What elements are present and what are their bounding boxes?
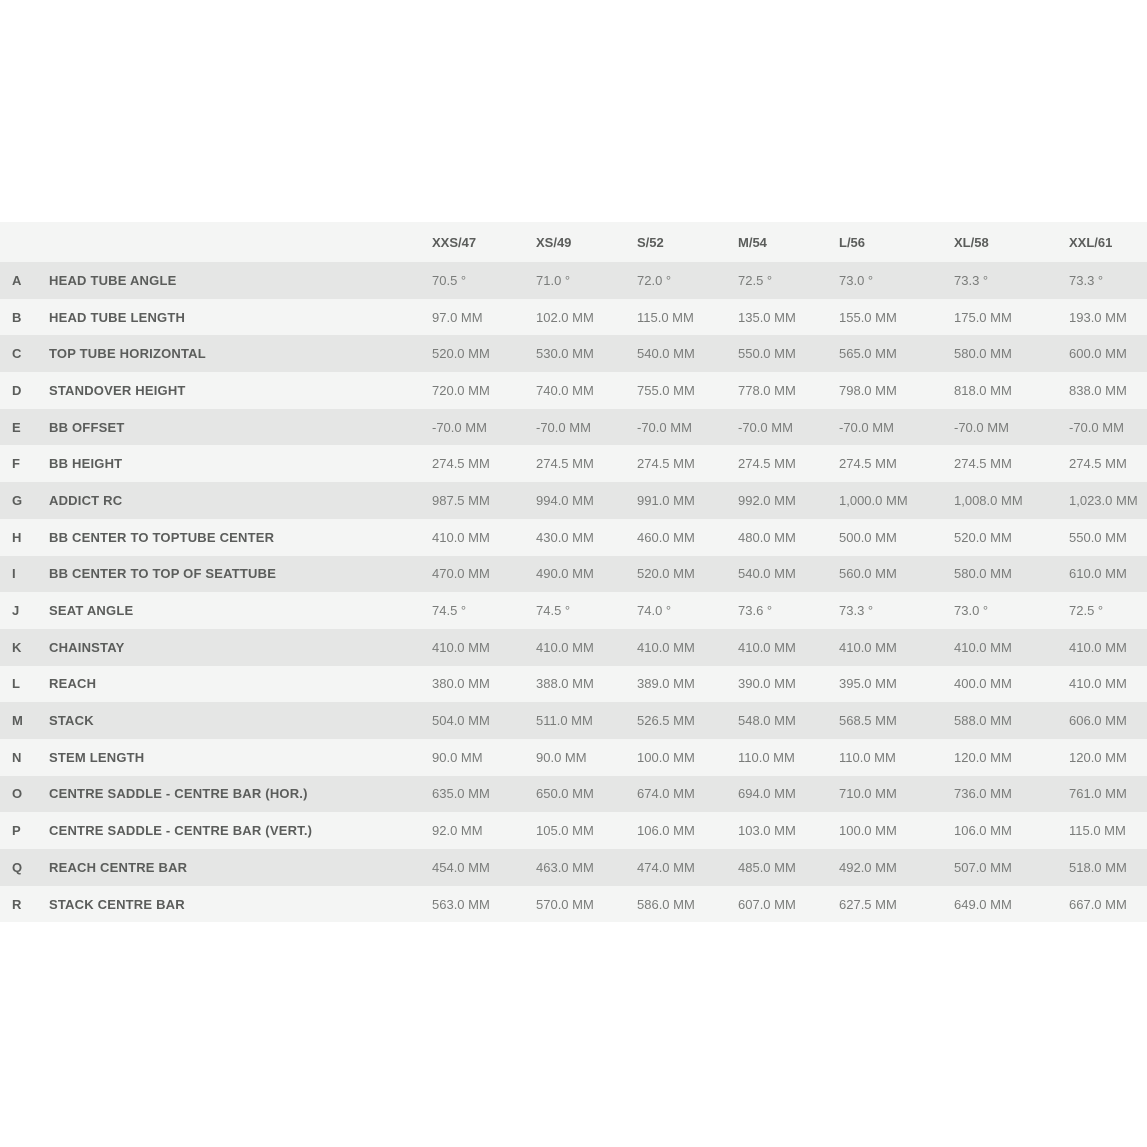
measurement-value: 73.3 ° — [1069, 262, 1147, 299]
table-row — [0, 886, 1147, 923]
measurement-value: 838.0 MM — [1069, 372, 1147, 409]
row-label: CHAINSTAY — [49, 629, 432, 666]
row-letter: L — [0, 666, 49, 703]
table-row — [0, 849, 1147, 886]
measurement-value: 550.0 MM — [1069, 519, 1147, 556]
measurement-value: 520.0 MM — [432, 335, 536, 372]
row-letter: G — [0, 482, 49, 519]
measurement-value: 492.0 MM — [839, 849, 954, 886]
measurement-value: 73.3 ° — [954, 262, 1069, 299]
measurement-value: 994.0 MM — [536, 482, 637, 519]
table-row — [0, 592, 1147, 629]
measurement-value: -70.0 MM — [536, 409, 637, 446]
table-header — [0, 222, 1147, 262]
row-letter: K — [0, 629, 49, 666]
measurement-value: 410.0 MM — [1069, 666, 1147, 703]
table-row — [0, 556, 1147, 593]
row-letter: F — [0, 445, 49, 482]
measurement-value: 410.0 MM — [432, 629, 536, 666]
row-label: STACK CENTRE BAR — [49, 886, 432, 923]
measurement-value: 485.0 MM — [738, 849, 839, 886]
measurement-value: 390.0 MM — [738, 666, 839, 703]
measurement-value: 480.0 MM — [738, 519, 839, 556]
measurement-value: 568.5 MM — [839, 702, 954, 739]
measurement-value: 410.0 MM — [954, 629, 1069, 666]
measurement-value: 175.0 MM — [954, 299, 1069, 336]
measurement-value: 580.0 MM — [954, 556, 1069, 593]
measurement-value: 410.0 MM — [1069, 629, 1147, 666]
measurement-value: 540.0 MM — [637, 335, 738, 372]
measurement-value: 110.0 MM — [738, 739, 839, 776]
measurement-value: 460.0 MM — [637, 519, 738, 556]
header-letter-cell — [0, 222, 49, 262]
measurement-value: 507.0 MM — [954, 849, 1069, 886]
measurement-value: 71.0 ° — [536, 262, 637, 299]
measurement-value: 74.5 ° — [432, 592, 536, 629]
measurement-value: 100.0 MM — [637, 739, 738, 776]
row-letter: A — [0, 262, 49, 299]
row-label: STANDOVER HEIGHT — [49, 372, 432, 409]
measurement-value: 530.0 MM — [536, 335, 637, 372]
measurement-value: 410.0 MM — [839, 629, 954, 666]
measurement-value: 274.5 MM — [839, 445, 954, 482]
row-letter: I — [0, 556, 49, 593]
measurement-value: 155.0 MM — [839, 299, 954, 336]
measurement-value: 106.0 MM — [637, 812, 738, 849]
size-header: L/56 — [839, 222, 954, 262]
row-label: HEAD TUBE ANGLE — [49, 262, 432, 299]
row-label: BB CENTER TO TOPTUBE CENTER — [49, 519, 432, 556]
measurement-value: 563.0 MM — [432, 886, 536, 923]
measurement-value: 70.5 ° — [432, 262, 536, 299]
measurement-value: 74.5 ° — [536, 592, 637, 629]
measurement-value: 73.0 ° — [954, 592, 1069, 629]
table-row — [0, 739, 1147, 776]
row-letter: R — [0, 886, 49, 923]
measurement-value: 430.0 MM — [536, 519, 637, 556]
measurement-value: 72.5 ° — [738, 262, 839, 299]
measurement-value: 100.0 MM — [839, 812, 954, 849]
row-label: BB HEIGHT — [49, 445, 432, 482]
measurement-value: -70.0 MM — [432, 409, 536, 446]
measurement-value: 274.5 MM — [954, 445, 1069, 482]
measurement-value: 73.0 ° — [839, 262, 954, 299]
measurement-value: 410.0 MM — [536, 629, 637, 666]
measurement-value: 410.0 MM — [432, 519, 536, 556]
measurement-value: 570.0 MM — [536, 886, 637, 923]
measurement-value: 500.0 MM — [839, 519, 954, 556]
measurement-value: 90.0 MM — [536, 739, 637, 776]
measurement-value: 520.0 MM — [637, 556, 738, 593]
row-letter: M — [0, 702, 49, 739]
measurement-value: 694.0 MM — [738, 776, 839, 813]
measurement-value: 110.0 MM — [839, 739, 954, 776]
measurement-value: 1,023.0 MM — [1069, 482, 1147, 519]
table-row — [0, 372, 1147, 409]
measurement-value: -70.0 MM — [1069, 409, 1147, 446]
row-letter: Q — [0, 849, 49, 886]
measurement-value: 380.0 MM — [432, 666, 536, 703]
measurement-value: 274.5 MM — [536, 445, 637, 482]
measurement-value: 389.0 MM — [637, 666, 738, 703]
row-label: SEAT ANGLE — [49, 592, 432, 629]
measurement-value: 606.0 MM — [1069, 702, 1147, 739]
measurement-value: 470.0 MM — [432, 556, 536, 593]
measurement-value: 106.0 MM — [954, 812, 1069, 849]
table-row — [0, 482, 1147, 519]
measurement-value: 135.0 MM — [738, 299, 839, 336]
measurement-value: -70.0 MM — [839, 409, 954, 446]
size-header: XL/58 — [954, 222, 1069, 262]
measurement-value: 1,008.0 MM — [954, 482, 1069, 519]
row-label: REACH CENTRE BAR — [49, 849, 432, 886]
row-letter: O — [0, 776, 49, 813]
size-header: XXS/47 — [432, 222, 536, 262]
measurement-value: 720.0 MM — [432, 372, 536, 409]
row-letter: B — [0, 299, 49, 336]
measurement-value: 102.0 MM — [536, 299, 637, 336]
measurement-value: 395.0 MM — [839, 666, 954, 703]
measurement-value: 550.0 MM — [738, 335, 839, 372]
measurement-value: 73.3 ° — [839, 592, 954, 629]
measurement-value: 120.0 MM — [1069, 739, 1147, 776]
measurement-value: 410.0 MM — [738, 629, 839, 666]
measurement-value: 274.5 MM — [1069, 445, 1147, 482]
measurement-value: 463.0 MM — [536, 849, 637, 886]
table-row — [0, 445, 1147, 482]
table-row — [0, 666, 1147, 703]
measurement-value: 548.0 MM — [738, 702, 839, 739]
measurement-value: 755.0 MM — [637, 372, 738, 409]
measurement-value: 610.0 MM — [1069, 556, 1147, 593]
measurement-value: 586.0 MM — [637, 886, 738, 923]
measurement-value: 74.0 ° — [637, 592, 738, 629]
measurement-value: 115.0 MM — [1069, 812, 1147, 849]
measurement-value: 72.5 ° — [1069, 592, 1147, 629]
row-label: CENTRE SADDLE - CENTRE BAR (VERT.) — [49, 812, 432, 849]
table-row — [0, 519, 1147, 556]
measurement-value: 274.5 MM — [432, 445, 536, 482]
measurement-value: 580.0 MM — [954, 335, 1069, 372]
measurement-value: 674.0 MM — [637, 776, 738, 813]
row-label: CENTRE SADDLE - CENTRE BAR (HOR.) — [49, 776, 432, 813]
measurement-value: 97.0 MM — [432, 299, 536, 336]
measurement-value: 115.0 MM — [637, 299, 738, 336]
measurement-value: 588.0 MM — [954, 702, 1069, 739]
table-row — [0, 262, 1147, 299]
size-header: S/52 — [637, 222, 738, 262]
table-row — [0, 299, 1147, 336]
measurement-value: 526.5 MM — [637, 702, 738, 739]
measurement-value: 90.0 MM — [432, 739, 536, 776]
measurement-value: 650.0 MM — [536, 776, 637, 813]
measurement-value: 761.0 MM — [1069, 776, 1147, 813]
measurement-value: -70.0 MM — [738, 409, 839, 446]
measurement-value: 987.5 MM — [432, 482, 536, 519]
size-header: XXL/61 — [1069, 222, 1147, 262]
header-row — [0, 222, 1147, 262]
measurement-value: 400.0 MM — [954, 666, 1069, 703]
measurement-value: 73.6 ° — [738, 592, 839, 629]
measurement-value: 511.0 MM — [536, 702, 637, 739]
row-letter: C — [0, 335, 49, 372]
measurement-value: 520.0 MM — [954, 519, 1069, 556]
measurement-value: 92.0 MM — [432, 812, 536, 849]
measurement-value: 740.0 MM — [536, 372, 637, 409]
measurement-value: 193.0 MM — [1069, 299, 1147, 336]
table-body — [0, 262, 1147, 922]
row-letter: H — [0, 519, 49, 556]
measurement-value: 667.0 MM — [1069, 886, 1147, 923]
measurement-value: 607.0 MM — [738, 886, 839, 923]
row-label: STACK — [49, 702, 432, 739]
measurement-value: 600.0 MM — [1069, 335, 1147, 372]
measurement-value: 490.0 MM — [536, 556, 637, 593]
table-row — [0, 702, 1147, 739]
size-header: XS/49 — [536, 222, 637, 262]
header-label-cell — [49, 222, 432, 262]
measurement-value: 778.0 MM — [738, 372, 839, 409]
measurement-value: 560.0 MM — [839, 556, 954, 593]
measurement-value: 649.0 MM — [954, 886, 1069, 923]
row-label: STEM LENGTH — [49, 739, 432, 776]
row-letter: N — [0, 739, 49, 776]
row-label: ADDICT RC — [49, 482, 432, 519]
table-row — [0, 335, 1147, 372]
table-row — [0, 776, 1147, 813]
measurement-value: -70.0 MM — [954, 409, 1069, 446]
measurement-value: 991.0 MM — [637, 482, 738, 519]
measurement-value: 798.0 MM — [839, 372, 954, 409]
table-row — [0, 812, 1147, 849]
row-letter: P — [0, 812, 49, 849]
row-label: BB OFFSET — [49, 409, 432, 446]
row-letter: E — [0, 409, 49, 446]
measurement-value: 992.0 MM — [738, 482, 839, 519]
measurement-value: -70.0 MM — [637, 409, 738, 446]
measurement-value: 410.0 MM — [637, 629, 738, 666]
measurement-value: 518.0 MM — [1069, 849, 1147, 886]
measurement-value: 120.0 MM — [954, 739, 1069, 776]
row-label: REACH — [49, 666, 432, 703]
measurement-value: 388.0 MM — [536, 666, 637, 703]
table-row — [0, 629, 1147, 666]
table-row — [0, 409, 1147, 446]
geometry-table — [0, 222, 1147, 922]
measurement-value: 504.0 MM — [432, 702, 536, 739]
measurement-value: 454.0 MM — [432, 849, 536, 886]
measurement-value: 540.0 MM — [738, 556, 839, 593]
measurement-value: 1,000.0 MM — [839, 482, 954, 519]
measurement-value: 105.0 MM — [536, 812, 637, 849]
row-letter: J — [0, 592, 49, 629]
measurement-value: 565.0 MM — [839, 335, 954, 372]
measurement-value: 274.5 MM — [637, 445, 738, 482]
size-header: M/54 — [738, 222, 839, 262]
row-label: HEAD TUBE LENGTH — [49, 299, 432, 336]
measurement-value: 627.5 MM — [839, 886, 954, 923]
row-letter: D — [0, 372, 49, 409]
measurement-value: 274.5 MM — [738, 445, 839, 482]
measurement-value: 736.0 MM — [954, 776, 1069, 813]
measurement-value: 103.0 MM — [738, 812, 839, 849]
row-label: BB CENTER TO TOP OF SEATTUBE — [49, 556, 432, 593]
measurement-value: 710.0 MM — [839, 776, 954, 813]
row-label: TOP TUBE HORIZONTAL — [49, 335, 432, 372]
measurement-value: 474.0 MM — [637, 849, 738, 886]
measurement-value: 818.0 MM — [954, 372, 1069, 409]
measurement-value: 635.0 MM — [432, 776, 536, 813]
measurement-value: 72.0 ° — [637, 262, 738, 299]
